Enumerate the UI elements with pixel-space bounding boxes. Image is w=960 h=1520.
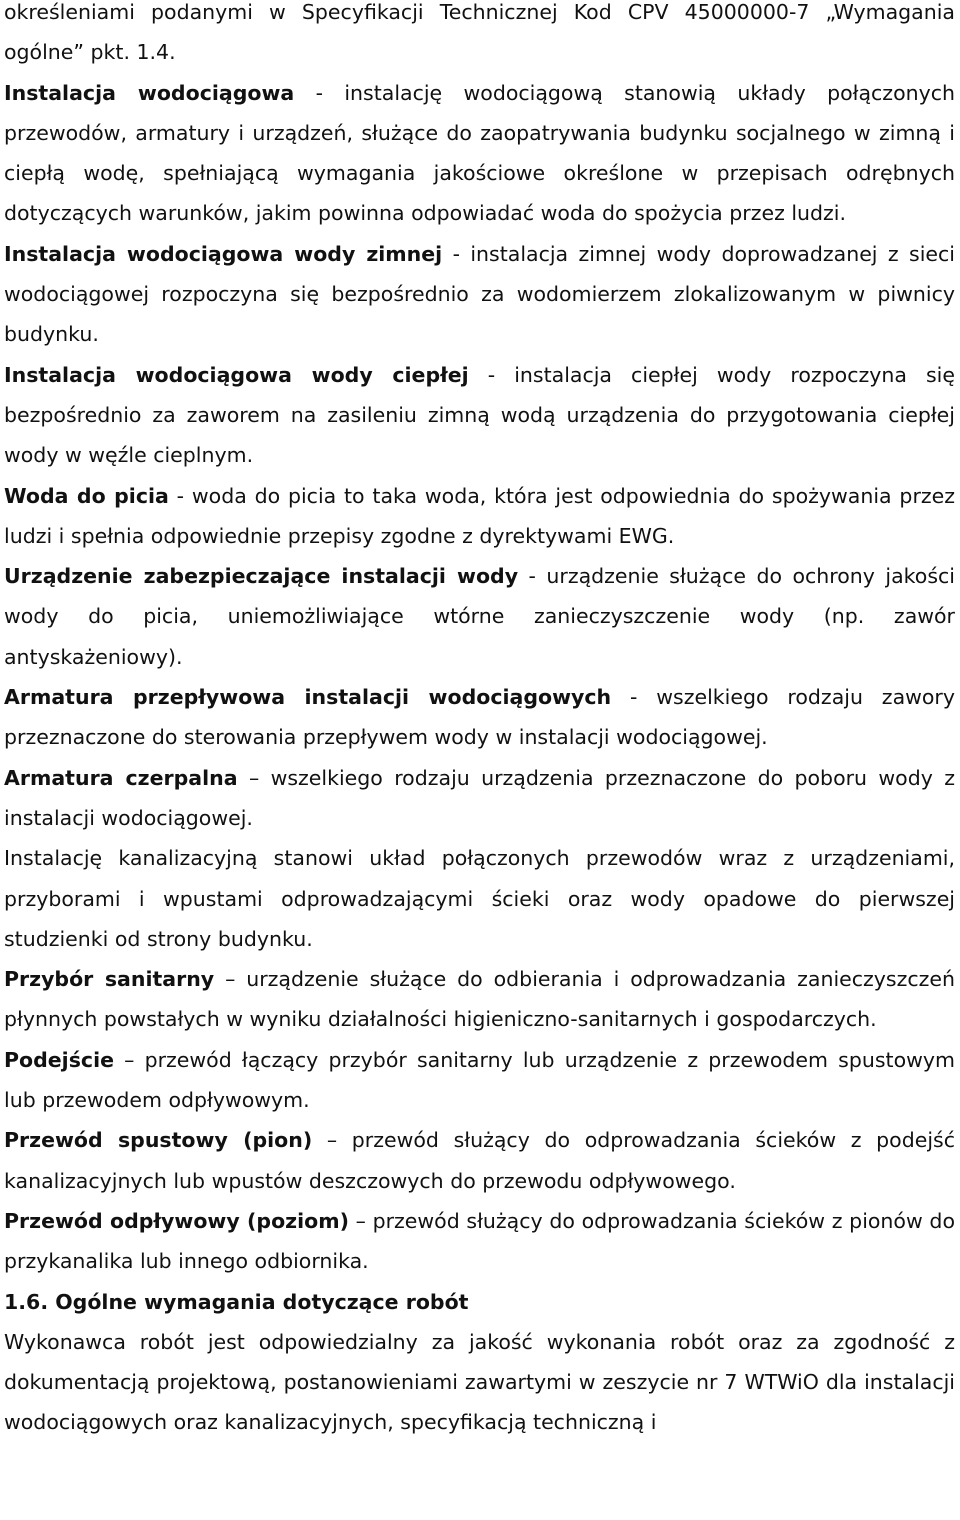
definition-przybor-sanitarny [4, 959, 955, 1040]
paragraph-text: – przewód służący do odprowadzania ścieków z podejść kanalizacyjnych lub wpustów deszczowych do przewodu odpływowego. [4, 1128, 955, 1193]
paragraph-term: Przybór sanitarny [4, 967, 215, 992]
paragraph-term: Instalacja wodociągowa wody ciepłej [4, 362, 469, 387]
definition-wody-cieplej [4, 355, 955, 476]
paragraph-term: Przewód spustowy (pion) [4, 1128, 313, 1153]
paragraph-intro [4, 0, 955, 73]
definition-instalacja-kanalizacyjna [4, 838, 955, 959]
paragraph-text: określeniami podanymi w Specyfikacji Technicznej Kod CPV 45000000-7 „Wymagania ogólne” pkt. 1.4. [4, 0, 955, 65]
paragraph-term: Woda do picia [4, 483, 169, 508]
paragraph-term: Przewód odpływowy (poziom) [4, 1208, 349, 1233]
paragraph-term: Podejście [4, 1047, 114, 1072]
paragraph-text: – wszelkiego rodzaju urządzenia przeznaczone do poboru wody z instalacji wodociągowej. [4, 765, 956, 830]
definition-armatura-czerpalna [4, 758, 955, 839]
section-heading: 1.6. Ogólne wymagania dotyczące robót [4, 1289, 469, 1314]
paragraph-term: Armatura przepływowa instalacji wodociągowych [4, 685, 612, 710]
definition-przewod-spustowy [4, 1120, 955, 1201]
paragraph-term: Instalacja wodociągowa [4, 80, 295, 105]
definition-podejscie [4, 1040, 955, 1121]
paragraph-text: - wszelkiego rodzaju zawory przeznaczone do sterowania przepływem wody w instalacji wodociągowej. [4, 685, 955, 750]
paragraph-text: – urządzenie służące do odbierania i odprowadzania zanieczyszczeń płynnych powstałych w wyniku działalności higieniczno-sanitarnych i gospodarczych. [4, 967, 956, 1032]
paragraph-text: - woda do picia to taka woda, która jest odpowiednia do spożywania przez ludzi i spełnia odpowiednie przepisy zgodne z dyrektywami EWG. [4, 483, 956, 548]
paragraph-text: – przewód łączący przybór sanitarny lub urządzenie z przewodem spustowym lub przewodem odpływowym. [4, 1047, 955, 1113]
paragraph-text: - instalację wodociągową stanowią układy połączonych przewodów, armatury i urządzeń, służące do zaopatrywania budynku socjalnego w zimną i ciepłą wodę, spełniającą wymagania jakościowe określone w przepisach odrębnych dotyczących warunków, jakim powinna odpowiadać woda do spożycia przez ludzi. [4, 80, 956, 226]
definition-urzadzenie-zabezpieczajace [4, 556, 955, 677]
definition-instalacja-wodociagowa [4, 73, 955, 234]
paragraph-term: Instalacja wodociągowa wody zimnej [4, 241, 443, 266]
definition-armatura-przeplywowa [4, 677, 955, 758]
definition-woda-do-picia [4, 476, 955, 557]
paragraph-text: Instalację kanalizacyjną stanowi układ połączonych przewodów wraz z urządzeniami, przyborami i wpustami odprowadzającymi ścieki oraz wody opadowe do pierwszej studzienki od strony budynku. [4, 846, 955, 951]
section-body-paragraph: Wykonawca robót jest odpowiedzialny za jakość wykonania robót oraz za zgodność z dokumentacją projektową, postanowieniami zawartymi w zeszycie nr 7 WTWiO dla instalacji wodociągowych oraz kanalizacyjnych, specyfikacją techniczną i [4, 1329, 955, 1435]
definition-przewod-odplywowy [4, 1201, 955, 1282]
definition-wody-zimnej [4, 234, 955, 355]
paragraph-term: Urządzenie zabezpieczające instalacji wody [4, 564, 519, 589]
paragraph-text: – przewód służący do odprowadzania ścieków z pionów do przykanalika lub innego odbiornika. [4, 1208, 955, 1274]
paragraph-term: Armatura czerpalna [4, 765, 238, 790]
paragraph-text: - instalacja zimnej wody doprowadzanej z sieci wodociągowej rozpoczyna się bezpośrednio za wodomierzem zlokalizowanym w piwnicy budynku. [4, 241, 955, 347]
paragraph-text: - instalacja ciepłej wody rozpoczyna się bezpośrednio za zaworem na zasileniu zimną wodą urządzenia do przygotowania ciepłej wody w węźle cieplnym. [4, 362, 955, 468]
paragraph-text: - urządzenie służące do ochrony jakości wody do picia, uniemożliwiające wtórne zanieczyszczenie wody (np. zawór antyskażeniowy). [4, 564, 955, 669]
